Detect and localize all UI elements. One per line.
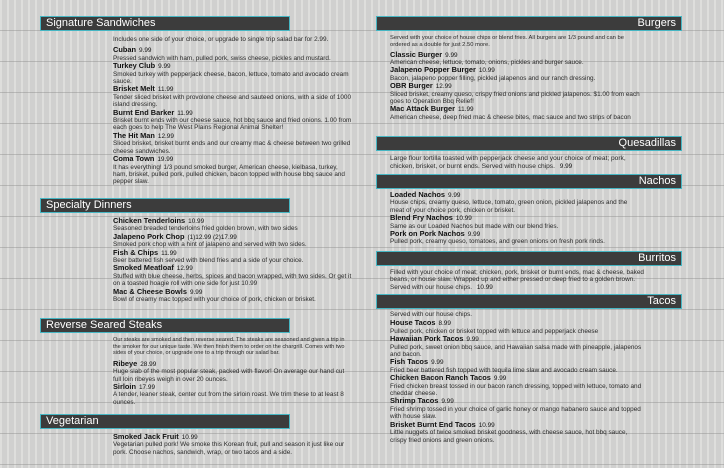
vegetarian-header	[40, 414, 290, 429]
menu-item	[113, 109, 353, 132]
item-name: Ribeye	[113, 358, 138, 368]
item-name: Mac Attack Burger	[390, 104, 456, 114]
burritos-header	[376, 251, 682, 266]
item-desc: Sliced brisket, creamy queso, crispy fried onions and pickled jalapenos. $1.00 from each goes to Operation Bbq Relief!	[390, 90, 640, 106]
quesadillas-desc: Large flour tortilla toasted with pepperjack cheese and your choice of meat; pork, chicken, brisket, or burnt ends. Served with house chips.	[390, 155, 626, 170]
menu-item	[113, 264, 353, 287]
tacos-title: Tacos	[647, 295, 676, 307]
item-desc: Same as our Loaded Nachos but made with our blend fries.	[390, 222, 559, 230]
item-price: 9.99	[189, 288, 203, 296]
burgers-intro: Served with your choice of house chips or blend fries. All burgers are 1/3 pound and can be ordered as a double for just 2.50 more.	[390, 35, 624, 48]
item-desc: Smoked turkey with pepperjack cheese, bacon, lettuce, tomato and avocado cream sauce.	[113, 70, 349, 86]
item-desc: Beer battered fish served with blend fries and a side of your choice.	[113, 257, 304, 265]
menu-item	[113, 62, 353, 85]
menu-item	[113, 433, 353, 456]
item-price: 9.99	[448, 192, 461, 199]
menu-item	[390, 421, 642, 444]
burritos-desc: Filled with your choice of meat; chicken, pork, brisket or burnt ends, mac & cheese, baked beans, or house slaw. Wrapped up and either pressed or deep fried to a golden brown. Served with our house chips.	[390, 269, 644, 291]
vegetarian-body	[113, 433, 353, 456]
item-desc: It has everything! 1/3 pound smoked burger, American cheese, kielbasa, turkey, ham, brisket, pulled pork, pulled chicken, bacon topped with house bbq sauce and pepper slaw.	[113, 163, 345, 186]
specialty-header	[40, 198, 290, 213]
item-name: Coma Town	[113, 154, 155, 164]
menu-item	[113, 288, 353, 304]
menu-item	[390, 397, 642, 420]
menu-item	[390, 82, 640, 105]
burgers-body	[390, 35, 640, 121]
steaks-title: Reverse Seared Steaks	[46, 319, 163, 331]
item-price: 10.99	[478, 67, 495, 75]
item-name: Blend Fry Nachos	[390, 213, 453, 223]
tacos-header	[376, 294, 682, 309]
quesadillas-body	[390, 155, 650, 170]
item-price: 11.99	[161, 249, 177, 257]
item-price: 10.99	[188, 218, 205, 225]
item-name: Mac & Cheese Bowls	[113, 286, 187, 296]
item-name: Smoked Jack Fruit	[113, 432, 179, 441]
nachos-title: Nachos	[638, 175, 676, 187]
item-name: Brisket Melt	[113, 84, 155, 94]
item-name: Jalapeno Pork Chop	[113, 231, 185, 241]
item-desc: Fried shrimp tossed in your choice of garlic honey or mango habanero sauce and topped with house slaw.	[390, 405, 641, 421]
item-name: Hawaiian Pork Tacos	[390, 334, 464, 344]
item-desc: Fried chicken breast tossed in our bacon ranch dressing, topped with lettuce, tomato and cheddar cheese.	[390, 382, 642, 398]
item-name: House Tacos	[390, 318, 436, 328]
item-name: Smoked Meatloaf	[113, 263, 174, 273]
item-price: 19.99	[157, 156, 174, 164]
burritos-body	[390, 269, 652, 291]
menu-item	[113, 249, 353, 265]
item-desc: Pressed sandwich with ham, pulled pork, swiss cheese, pickles and mustard.	[113, 54, 331, 62]
menu-item	[113, 85, 353, 108]
menu-item	[390, 66, 640, 82]
item-price: 9.99	[139, 47, 152, 55]
item-name: Turkey Club	[113, 61, 156, 71]
quesadillas-price: 9.99	[559, 162, 573, 170]
item-price: 9.99	[431, 359, 444, 367]
signature-intro: Includes one side of your choice, or upgrade to single trip salad bar for 2.99.	[113, 36, 329, 43]
menu-item	[113, 132, 353, 155]
item-price: 10.99	[478, 421, 495, 429]
item-price: 10.99	[181, 434, 198, 441]
menu-item	[113, 217, 353, 233]
item-name: Cuban	[113, 45, 136, 55]
item-desc: Pulled pork, creamy queso, tomatoes, and green onions on fresh pork rinds.	[390, 238, 605, 246]
specialty-body	[113, 217, 353, 303]
item-price: 9.99	[441, 398, 454, 406]
item-price: 17.99	[139, 384, 155, 391]
menu-item	[390, 51, 640, 67]
item-name: Sirloin	[113, 382, 136, 391]
vegetarian-title: Vegetarian	[46, 415, 99, 427]
menu-item	[113, 155, 353, 186]
burritos-price: 10.99	[476, 283, 493, 291]
item-desc: House chips, creamy queso, lettuce, tomato, green onion, pickled jalapenos and the meat of your choice pork, chicken or brisket.	[390, 199, 628, 214]
item-desc: Pulled pork, chicken or brisket topped with lettuce and pepperjack cheese	[390, 327, 599, 335]
item-name: Jalapeno Popper Burger	[390, 65, 476, 75]
menu-item	[390, 374, 642, 397]
item-name: Fish & Chips	[113, 247, 159, 257]
item-name: Chicken Tenderloins	[113, 216, 186, 225]
item-price: 10.99	[455, 215, 472, 223]
item-price: 12.99	[176, 265, 193, 273]
item-price: 11.99	[458, 106, 474, 114]
burgers-header	[376, 16, 682, 31]
item-name: Brisket Burnt End Tacos	[390, 419, 476, 429]
menu-item	[390, 214, 640, 230]
menu-item	[113, 233, 353, 249]
item-name: Classic Burger	[390, 49, 443, 59]
menu-item	[390, 230, 640, 246]
item-desc: Vegetarian pulled pork! We smoke this Korean fruit, pull and season it just like our pork. Choose nachos, sandwich, wrap, or two tacos and a side.	[113, 441, 345, 456]
item-name: OBR Burger	[390, 81, 433, 91]
burritos-title: Burritos	[638, 252, 676, 264]
item-desc: American cheese, lettuce, tomato, onions, pickles and burger sauce.	[390, 59, 584, 66]
signature-title: Signature Sandwiches	[46, 17, 156, 29]
quesadillas-header	[376, 136, 682, 151]
signature-header	[40, 16, 290, 31]
tacos-body	[390, 311, 642, 444]
item-desc: Pulled pork, sweet onion bbq sauce, and Hawaiian salsa made with pineapple, jalapenos and bacon.	[390, 343, 642, 359]
item-price: 9.99	[467, 231, 481, 239]
burgers-title: Burgers	[637, 17, 676, 29]
item-desc: Tender sliced brisket with provolone cheese and sauteed onions, with a side of 1000 island dressing.	[113, 93, 352, 109]
item-price: 12.99	[157, 132, 174, 140]
tacos-intro: Served with our house chips.	[390, 311, 473, 318]
item-desc: A tender, leaner steak, center cut from the sirloin roast. We trim these to at least 8 ounces.	[113, 391, 344, 406]
nachos-header	[376, 174, 682, 189]
menu-item	[113, 383, 353, 406]
item-price: 9.99	[158, 63, 171, 71]
item-desc: Huge slab of the most popular steak, packed with flavor! On average our hand cut full loin ribeyes weigh in over 20 ounces.	[113, 368, 345, 383]
item-name: Chicken Bacon Ranch Tacos	[390, 373, 491, 383]
item-price: 8.99	[438, 320, 451, 328]
nachos-body	[390, 191, 640, 246]
item-price: 28.99	[140, 360, 157, 368]
signature-body	[113, 36, 353, 186]
item-desc: Stuffed with blue cheese, herbs, spices and bacon wrapped, with two sides. Or get it on a toasted hoagie roll with one side for just 10.99	[113, 272, 352, 288]
item-name: Shrimp Tacos	[390, 396, 439, 406]
steaks-body	[113, 337, 353, 406]
menu-item	[390, 105, 640, 121]
item-desc: Seasoned breaded tenderloins fried golden brown, with two sides	[113, 225, 298, 233]
steaks-intro: Our steaks are smoked and then reverse seared. The steaks are seasoned and given a trip in the smoker for our unique taste. We then finish them to order on the chargrill. Comes with two sides of your choice, or upgrade one to a trip through our salad bar.	[113, 337, 345, 357]
item-price: 9.99	[466, 336, 479, 344]
item-desc: Bacon, jalapeno popper filling, pickled jalapenos and our ranch dressing.	[390, 74, 596, 82]
specialty-title: Specialty Dinners	[46, 199, 132, 211]
item-desc: Little nuggets of twice smoked brisket goodness, with cheese sauce, hot bbq sauce, crispy fried onions and green onions.	[390, 429, 628, 444]
item-price: 11.99	[157, 86, 174, 94]
steaks-header	[40, 318, 290, 333]
item-desc: Bowl of creamy mac topped with your choice of pork, chicken or brisket.	[113, 296, 316, 304]
item-desc: Smoked pork chop with a hint of jalapeno and served with two sides.	[113, 241, 307, 249]
item-price: 12.99	[435, 83, 452, 91]
item-price: 11.99	[177, 109, 193, 117]
item-name: Fish Tacos	[390, 357, 429, 367]
item-name: The Hit Man	[113, 130, 155, 140]
menu-item	[390, 358, 642, 374]
menu-item	[390, 335, 642, 358]
item-price: 9.99	[445, 51, 458, 59]
item-name: Loaded Nachos	[390, 190, 446, 199]
item-desc: Brisket burnt ends with our cheese sauce, hot bbq sauce and fried onions. 1.00 from each goes to help The West Plains Regional Animal Shelter!	[113, 117, 352, 132]
item-desc: American cheese, deep fried mac & cheese bites, mac sauce and two strips of bacon	[390, 113, 631, 121]
item-price: 9.99	[493, 375, 507, 383]
item-desc: Fried beer battered fish topped with tequila lime slaw and avocado cream sauce.	[390, 366, 618, 374]
item-price: (1)12.99 (2)17.99	[187, 233, 237, 241]
menu-item	[390, 191, 640, 214]
menu-item	[113, 46, 353, 62]
menu-item	[390, 319, 642, 335]
item-name: Pork on Pork Nachos	[390, 229, 465, 239]
quesadillas-title: Quesadillas	[618, 137, 676, 149]
item-desc: Sliced brisket, brisket burnt ends and our creamy mac & cheese between two grilled cheese sandwiches.	[113, 140, 351, 155]
item-name: Burnt End Barker	[113, 107, 175, 117]
menu-item	[113, 360, 353, 383]
